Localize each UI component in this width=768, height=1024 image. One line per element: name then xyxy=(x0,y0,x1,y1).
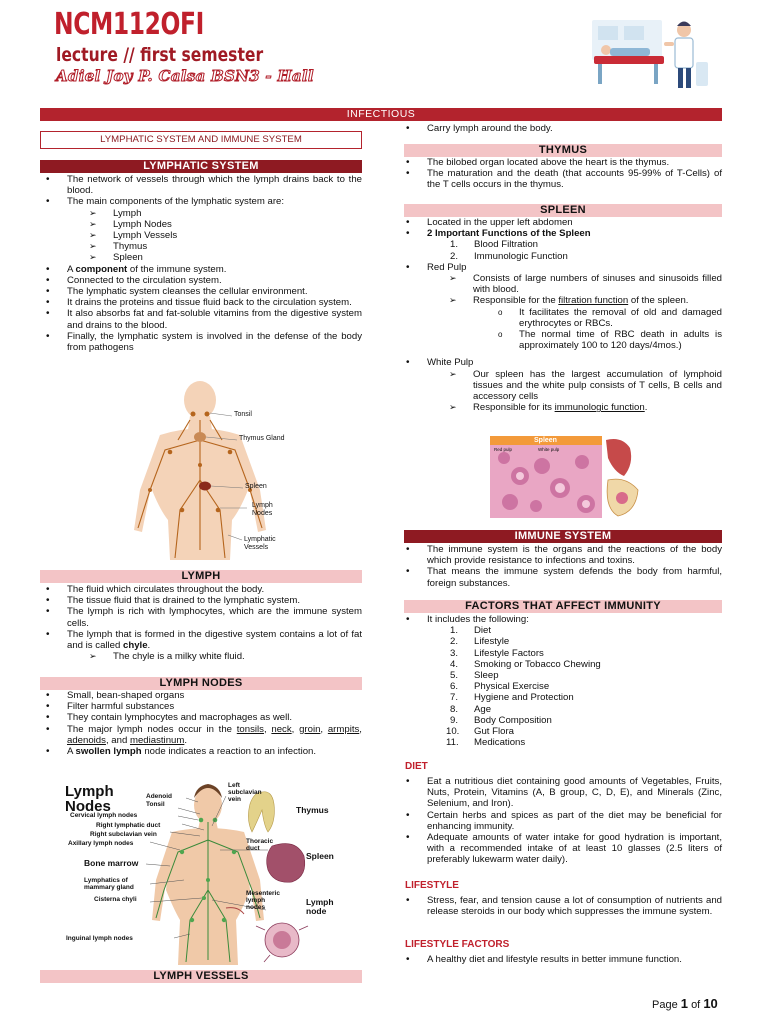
list-item: • Red Pulp xyxy=(402,262,722,273)
list-item: • The network of vessels through which the lymph drains back to the blood. xyxy=(42,174,362,196)
components-list xyxy=(42,208,362,264)
heading-lymphatic-system: LYMPHATIC SYSTEM xyxy=(40,160,362,173)
list-item: • Stress, fear, and tension cause a lot of consumption of nutrients and release steroids in our body which suppresses the immune system. xyxy=(402,895,722,917)
list-item: • A swollen lymph node indicates a reaction to an infection. xyxy=(42,746,362,757)
label-lymphatics-mammary: Lymphatics of mammary gland xyxy=(84,877,134,891)
list-item: ➢ Lymph Nodes xyxy=(42,219,362,230)
thymus-section xyxy=(402,157,722,191)
list-item: 8. Age xyxy=(450,703,492,715)
list-item: o The normal time of RBC death in adults is approximately 100 to 120 days/4mos.) xyxy=(402,329,722,351)
heading-lymph-vessels: LYMPH VESSELS xyxy=(40,970,362,983)
list-item: 2. Lifestyle xyxy=(450,636,510,648)
list-item: 2. Immunologic Function xyxy=(450,250,568,262)
list-item: ➢ Spleen xyxy=(42,252,362,263)
list-item: ➢ Thymus xyxy=(42,241,362,252)
list-item: • Adequate amounts of water intake for good hydration is important, with a recommended intake of at least 10 glasses (2.5 liters of preferably lukewarm water daily). xyxy=(402,832,722,866)
heading-immune-system: IMMUNE SYSTEM xyxy=(404,530,722,543)
list-item: 4. Smoking or Tobacco Chewing xyxy=(450,658,601,670)
factors-list xyxy=(402,625,722,748)
lymph-nodes-figure xyxy=(60,780,350,965)
list-item: 5. Sleep xyxy=(450,670,499,682)
label-lymph-nodes: Lymph Nodes xyxy=(252,502,273,517)
heading-lymph-nodes: LYMPH NODES xyxy=(40,677,362,690)
list-item: ➢ Lymph xyxy=(42,208,362,219)
author-name: Adiel Joy P. Calsa BSN3 - Hall xyxy=(56,67,314,85)
list-item: • Carry lymph around the body. xyxy=(402,123,722,134)
figure-label-red-pulp: Red pulp xyxy=(494,447,513,452)
list-item: 11. Medications xyxy=(446,737,526,749)
list-item: ➢ Our spleen has the largest accumulation of lymphoid tissues and the white pulp consists of T cells, B cells and accessory cells xyxy=(402,369,722,403)
heading-lifestyle-factors: LIFESTYLE FACTORS xyxy=(405,939,510,950)
label-thymus-gland: Thymus Gland xyxy=(239,435,285,442)
label-right-subclavian-vein: Right subclavian vein xyxy=(90,831,157,838)
list-item: • The major lymph nodes occur in the tonsils, neck, groin, armpits, adenoids, and mediastinum. xyxy=(42,724,362,746)
lymphatic-system-figure xyxy=(120,380,290,560)
spleen-section xyxy=(402,217,722,413)
list-item: • The lymph is rich with lymphocytes, which are the immune system cells. xyxy=(42,606,362,628)
label-spleen: Spleen xyxy=(245,483,267,490)
label-left-subclavian-vein: Left subclavian vein xyxy=(228,782,262,803)
label-lymphatic-vessels: Lymphatic Vessels xyxy=(244,536,276,551)
list-item: • Eat a nutritious diet containing good amounts of Vegetables, Fruits, Nuts, Protein, Vitamins (A, B group, C, D, E), and Minerals (Zinc, Selenium, and Iron). xyxy=(402,776,722,810)
list-item: 3. Lifestyle Factors xyxy=(450,647,544,659)
list-item: • The maturation and the death (that accounts 95-99% of T-Cells) of the T cells occurs in the thymus. xyxy=(402,168,722,190)
list-item: • A healthy diet and lifestyle results in better immune function. xyxy=(402,954,722,965)
label-cisterna-chyli: Cisterna chyli xyxy=(94,896,137,903)
lymph-nodes-section xyxy=(42,690,362,757)
list-item: 1. Blood Filtration xyxy=(450,239,538,251)
list-item: • The lymphatic system cleanses the cellular environment. xyxy=(42,286,362,297)
list-item: • A component of the immune system. xyxy=(42,264,362,275)
heading-factors-immunity: FACTORS THAT AFFECT IMMUNITY xyxy=(404,600,722,613)
page-number: Page 1 of 10 xyxy=(652,996,718,1011)
heading-diet: DIET xyxy=(405,761,428,772)
label-thymus: Thymus xyxy=(296,805,329,815)
list-item: • Small, bean-shaped organs xyxy=(42,690,362,701)
heading-lifestyle: LIFESTYLE xyxy=(405,880,459,891)
immune-system-section xyxy=(402,544,722,589)
list-item: • Located in the upper left abdomen xyxy=(402,217,722,228)
label-spleen: Spleen xyxy=(306,851,334,861)
heading-spleen: SPLEEN xyxy=(404,204,722,217)
list-item: • The immune system is the organs and the reactions of the body which provide resistance to infections and toxins. xyxy=(402,544,722,566)
list-item: • 2 Important Functions of the Spleen xyxy=(402,228,722,239)
label-mesenteric-nodes: Mesenteric lymph nodes xyxy=(246,890,280,911)
lymph-section xyxy=(42,584,362,662)
list-item: • Filter harmful substances xyxy=(42,701,362,712)
lymphatic-system-section xyxy=(42,174,362,353)
figure-label-white-pulp: White pulp xyxy=(538,447,560,452)
label-thoracic-duct: Thoracic duct xyxy=(246,838,274,852)
list-item: ➢ Responsible for the filtration function of the spleen. xyxy=(402,295,722,306)
list-item: • That means the immune system defends the body from harmful, foreign substances. xyxy=(402,566,722,588)
list-item: • Finally, the lymphatic system is involved in the defense of the body from pathogens xyxy=(42,331,362,353)
document-title: NCM112OFI xyxy=(54,7,204,42)
diet-section xyxy=(402,776,722,866)
factors-section xyxy=(402,614,722,748)
list-item: 9. Body Composition xyxy=(450,714,552,726)
lifestyle-section xyxy=(402,895,722,917)
lymph-vessels-continued xyxy=(402,123,722,134)
doctor-patient-illustration xyxy=(584,12,714,92)
list-item: • The fluid which circulates throughout the body. xyxy=(42,584,362,595)
list-item: 6. Physical Exercise xyxy=(450,681,550,693)
label-tonsil: Tonsil xyxy=(234,411,252,418)
figure-title: Lymph Nodes xyxy=(65,783,114,815)
list-item: • The lymph that is formed in the digestive system contains a lot of fat and is called chyle. xyxy=(42,629,362,651)
label-lymph-node: Lymph node xyxy=(306,897,334,916)
list-item: o It facilitates the removal of old and damaged erythrocytes or RBCs. xyxy=(402,307,722,329)
list-item: • Connected to the circulation system. xyxy=(42,275,362,286)
list-item: • The main components of the lymphatic system are: xyxy=(42,196,362,207)
list-item: • It includes the following: xyxy=(402,614,722,625)
section-bar-infectious: INFECTIOUS xyxy=(40,108,722,121)
list-item: 7. Hygiene and Protection xyxy=(450,692,574,704)
spleen-histology-figure xyxy=(490,436,640,518)
list-item: ➢ The chyle is a milky white fluid. xyxy=(42,651,362,662)
label-right-lymphatic-duct: Right lymphatic duct xyxy=(96,822,161,829)
list-item: 10. Gut Flora xyxy=(446,726,514,738)
list-item: ➢ Responsible for its immunologic function. xyxy=(402,402,722,413)
topic-title-box: LYMPHATIC SYSTEM AND IMMUNE SYSTEM xyxy=(40,131,362,149)
heading-lymph: LYMPH xyxy=(40,570,362,583)
lifestyle-factors-section xyxy=(402,954,722,965)
list-item: • It drains the proteins and tissue fluid back to the circulation system. xyxy=(42,297,362,308)
list-item: • They contain lymphocytes and macrophages as well. xyxy=(42,712,362,723)
list-item: • Certain herbs and spices as part of the diet may be beneficial for enhancing immunity. xyxy=(402,810,722,832)
document-subtitle: lecture // first semester xyxy=(56,44,264,66)
label-adenoid: Adenoid xyxy=(146,793,172,800)
label-cervical-nodes: Cervical lymph nodes xyxy=(70,812,138,819)
list-item: • It also absorbs fat and fat-soluble vitamins from the digestive system and drains to the blood. xyxy=(42,308,362,330)
list-item: • White Pulp xyxy=(402,357,722,368)
list-item: ➢ Consists of large numbers of sinuses and sinusoids filled with blood. xyxy=(402,273,722,295)
list-item: • The tissue fluid that is drained to the lymphatic system. xyxy=(42,595,362,606)
list-item: 1. Diet xyxy=(450,625,492,637)
label-inguinal-nodes: Inguinal lymph nodes xyxy=(66,935,133,942)
list-item: ➢ Lymph Vessels xyxy=(42,230,362,241)
list-item: • The bilobed organ located above the heart is the thymus. xyxy=(402,157,722,168)
label-axillary-nodes: Axillary lymph nodes xyxy=(68,840,134,847)
heading-thymus: THYMUS xyxy=(404,144,722,157)
figure-label-spleen: Spleen xyxy=(534,437,557,444)
label-tonsil: Tonsil xyxy=(146,801,165,808)
label-bone-marrow: Bone marrow xyxy=(84,858,139,868)
